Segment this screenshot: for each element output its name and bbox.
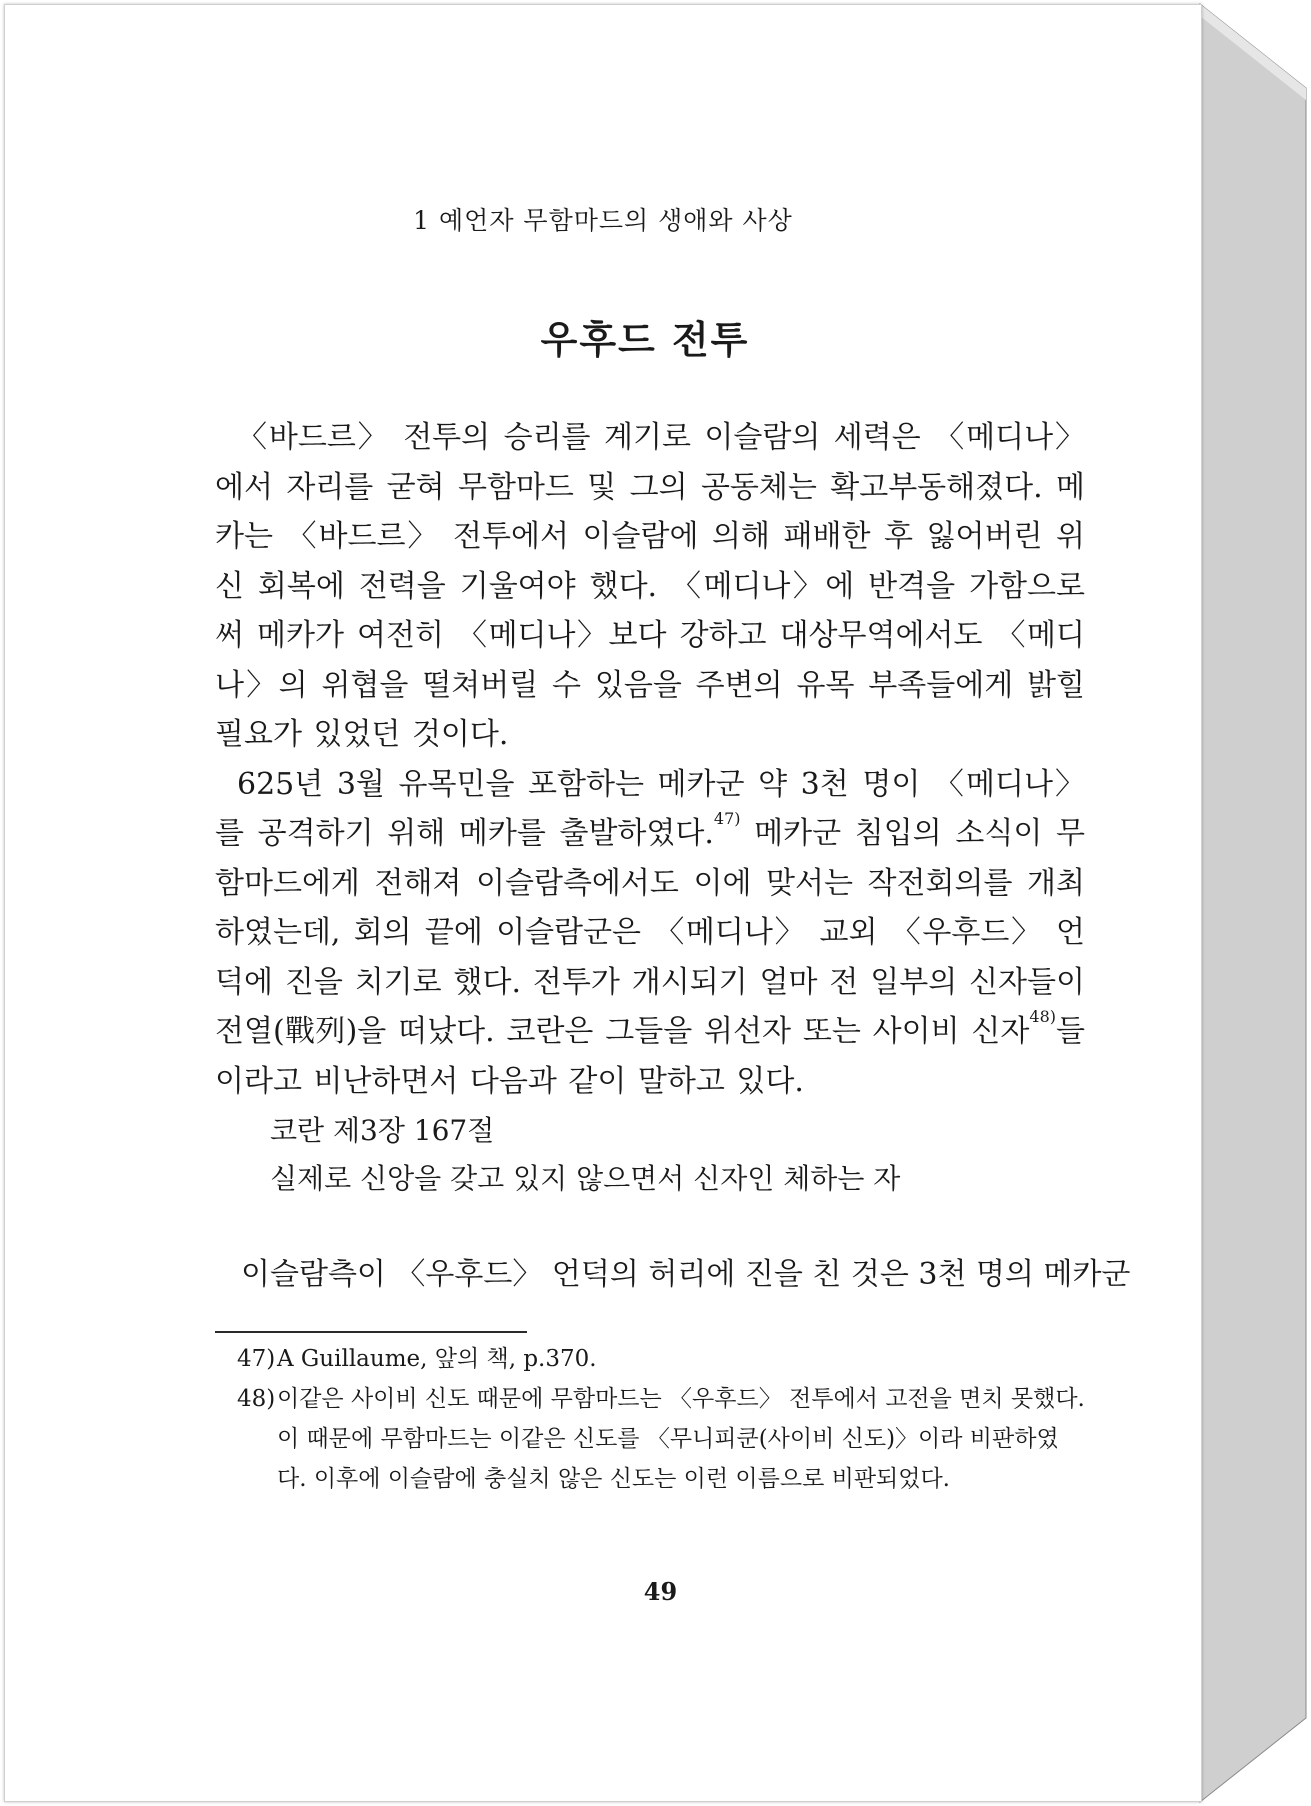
quran-quote: [270, 1107, 1090, 1203]
section-title: 우후드 전투: [540, 317, 750, 362]
page-number: 49: [643, 1577, 678, 1606]
footnote-number: 47): [237, 1346, 276, 1372]
footnote-divider: [215, 1331, 527, 1333]
book-page: [4, 4, 1202, 1802]
continuation-text: 이슬람측이 〈우후드〉 언덕의 허리에 진을 친 것은 3천 명의 메카군: [241, 1257, 1131, 1292]
paragraph-text: 625년 3월 유목민을 포함하는 메카군 약 3천 명이 〈메디나〉를 공격하기 위해 메카를 출발하였다.: [215, 766, 1085, 851]
paragraph-text: 메카군 침입의 소식이 무함마드에게 전해져 이슬람측에서도 이에 맞서는 작전회의를 개최하였는데, 회의 끝에 이슬람군은 〈메디나〉 교외 〈우후드〉 언덕에 진을 치기로 했다. 전투가 개시되기 얼마 전 일부의 신자들이 전열(戰列)을 떠났다. 코란은 그들을 위선자 또는 사이비 신자: [215, 816, 1085, 1049]
footnote-item: [237, 1379, 1087, 1499]
footnote-text: 이같은 사이비 신도 때문에 무함마드는 〈우후드〉 전투에서 고전을 면치 못했다. 이 때문에 무함마드는 이같은 신도를 〈무니피쿤(사이비 신도)〉이라 비판하였다. 이후에 이슬람에 충실치 않은 신도는 이런 이름으로 비판되었다.: [277, 1386, 1085, 1492]
footnote-text: A Guillaume, 앞의 책, p.370.: [277, 1346, 597, 1372]
footnote-number: 48): [237, 1386, 276, 1412]
footnotes: [237, 1339, 1087, 1499]
paragraph-text: 들이라고 비난하면서 다음과 같이 말하고 있다.: [215, 1014, 1085, 1099]
body-text: [215, 413, 1085, 1106]
running-head: 1 예언자 무함마드의 생애와 사상: [413, 206, 793, 235]
quote-citation: 코란 제3장 167절: [270, 1114, 495, 1147]
footnote-ref: 48): [1029, 1007, 1057, 1026]
paragraph: [215, 760, 1085, 1107]
footnote-item: [237, 1339, 1087, 1379]
footnote-ref: 47): [713, 809, 741, 828]
quote-text: 실제로 신앙을 갖고 있지 않으면서 신자인 체하는 자: [270, 1162, 901, 1195]
paragraph: 〈바드르〉 전투의 승리를 계기로 이슬람의 세력은 〈메디나〉에서 자리를 굳혀 무함마드 및 그의 공동체는 확고부동해졌다. 메카는 〈바드르〉 전투에서 이슬람에 의해 패배한 후 잃어버린 위신 회복에 전력을 기울여야 했다. 〈메디나〉에 반격을 가함으로써 메카가 여전히 〈메디나〉보다 강하고 대상무역에서도 〈메디나〉의 위협을 떨쳐버릴 수 있음을 주변의 유목 부족들에게 밝힐 필요가 있었던 것이다.: [215, 420, 1085, 752]
